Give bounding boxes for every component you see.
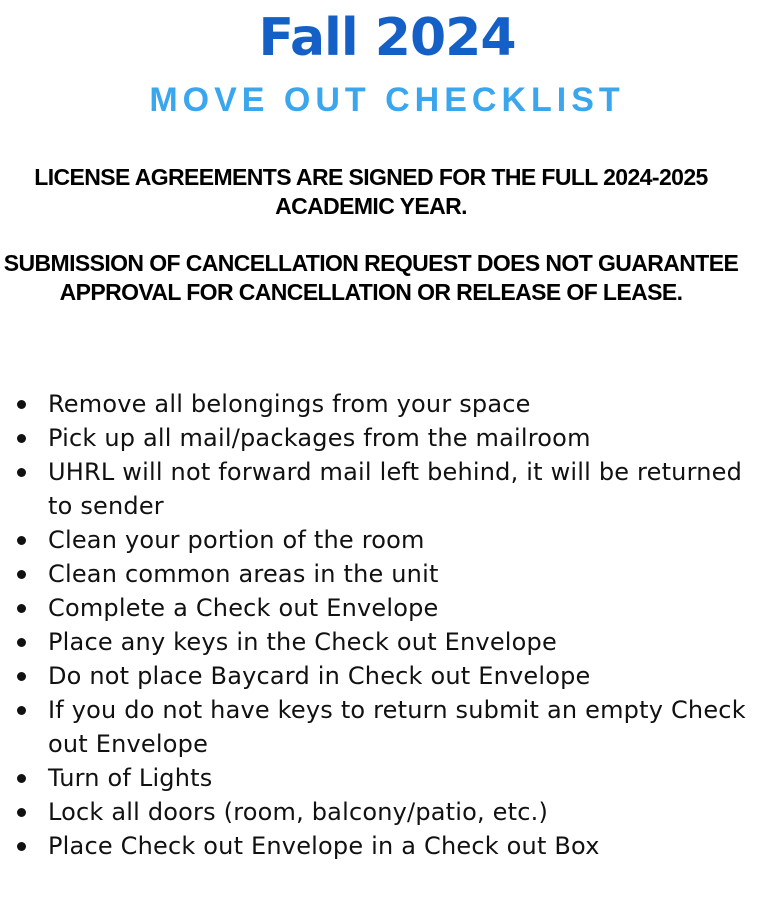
move-out-checklist [0,387,760,863]
checklist-item [0,591,760,625]
checklist-item [0,795,760,829]
page-subtitle: MOVE OUT CHECKLIST [149,81,625,119]
checklist-item [0,387,760,421]
bullet-icon [17,536,26,545]
checklist-item [0,693,760,761]
bullet-icon [17,706,26,715]
checklist-item [0,659,760,693]
cancellation-notice: SUBMISSION OF CANCELLATION REQUEST DOES NOT GUARANTEE APPROVAL FOR CANCELLATION OR RELEASE OF LEASE. [3,250,739,305]
page-title: Fall 2024 [258,8,516,68]
checklist-item-text: Complete a Check out Envelope [48,594,439,622]
checklist-item [0,455,760,523]
bullet-icon [17,468,26,477]
checklist-item-text: Place Check out Envelope in a Check out Box [48,832,600,860]
checklist-item-text: Turn of Lights [48,764,213,792]
checklist-item-text: Clean common areas in the unit [48,560,439,588]
checklist-item-text: Place any keys in the Check out Envelope [48,628,557,656]
checklist-item [0,523,760,557]
checklist-item [0,421,760,455]
bullet-icon [17,434,26,443]
checklist-item [0,557,760,591]
checklist-item-text: Clean your portion of the room [48,526,425,554]
checklist-item-text: Pick up all mail/packages from the mailroom [48,424,591,452]
bullet-icon [17,672,26,681]
checklist-item-text: UHRL will not forward mail left behind, it will be returned to sender [48,458,743,520]
checklist-item-text: Remove all belongings from your space [48,390,531,418]
bullet-icon [17,604,26,613]
license-notice: LICENSE AGREEMENTS ARE SIGNED FOR THE FULL 2024-2025 ACADEMIC YEAR. [34,164,708,219]
checklist-item-text: If you do not have keys to return submit an empty Check out Envelope [48,696,746,758]
bullet-icon [17,774,26,783]
checklist-item [0,625,760,659]
bullet-icon [17,570,26,579]
checklist-item [0,761,760,795]
checklist-item-text: Do not place Baycard in Check out Envelope [48,662,591,690]
bullet-icon [17,808,26,817]
checklist-item [0,829,760,863]
bullet-icon [17,400,26,409]
bullet-icon [17,638,26,647]
checklist-item-text: Lock all doors (room, balcony/patio, etc.) [48,798,549,826]
bullet-icon [17,842,26,851]
